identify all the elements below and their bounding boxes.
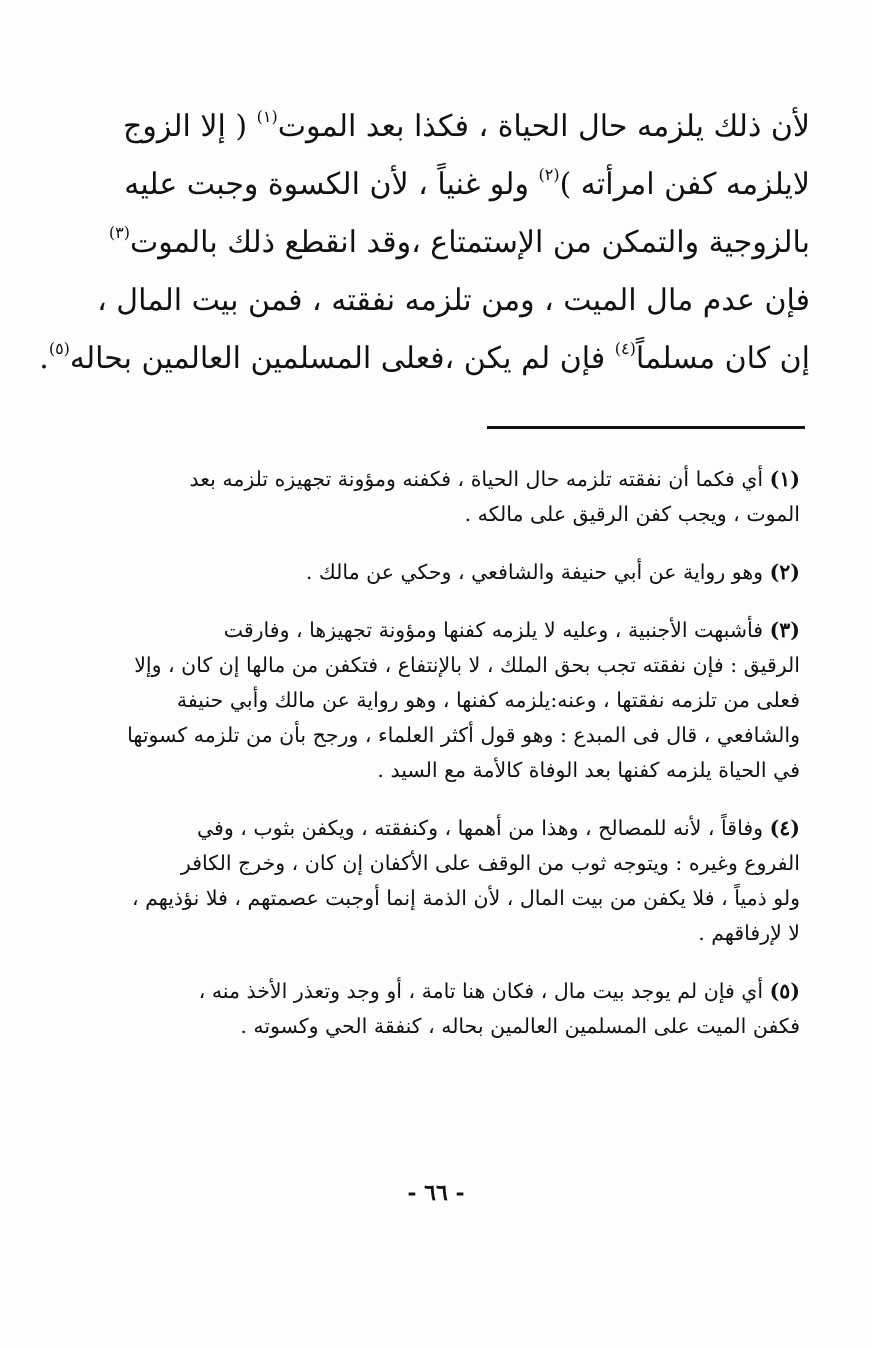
footnote-number: (٤)	[769, 816, 800, 840]
footnote-line	[72, 613, 800, 648]
footnote	[72, 811, 800, 951]
footnote	[72, 462, 800, 532]
main-line-text: إن كان مسلماً	[635, 341, 810, 376]
footnote-number: (٣)	[769, 618, 800, 642]
footnote-ref: (٣)	[108, 223, 130, 242]
footnote-separator	[487, 426, 805, 429]
footnote-line: الرقيق : فإن نفقته تجب بحق الملك ، لا بالإنتفاع ، فتكفن من مالها إن كان ، وإلا	[134, 653, 800, 677]
main-line	[72, 214, 810, 272]
footnote-line: والشافعي ، قال فى المبدع : وهو قول أكثر العلماء ، ورجح بأن من تلزمه كسوتها	[127, 723, 800, 747]
main-text	[39, 98, 810, 388]
footnote-line	[72, 811, 800, 846]
footnote-ref: (٢)	[538, 165, 560, 184]
footnote-line: في الحياة يلزمه كفنها بعد الوفاة كالأمة مع السيد .	[377, 758, 800, 782]
main-line	[72, 156, 810, 214]
main-line-text: لأن ذلك يلزمه حال الحياة ، فكذا بعد الموت	[277, 109, 810, 144]
footnote-text: وهو رواية عن أبي حنيفة والشافعي ، وحكي عن مالك .	[305, 560, 770, 584]
footnote-line: ولو ذمياً ، فلا يكفن من بيت المال ، لأن الذمة إنما أوجبت عصمتهم ، فلا نؤذيهم ،	[132, 886, 800, 910]
footnote-number: (١)	[769, 467, 800, 491]
footnote-text: فأشبهت الأجنبية ، وعليه لا يلزمه كفنها ومؤونة تجهيزها ، وفارقت	[223, 618, 770, 642]
footnote	[72, 974, 800, 1044]
footnotes	[72, 462, 800, 1067]
footnote	[72, 555, 800, 590]
footnote-number: (٢)	[769, 560, 800, 584]
main-line	[72, 98, 810, 156]
footnote-ref: (١)	[256, 107, 278, 126]
footnote-line: لا لإرفاقهم .	[698, 921, 800, 945]
footnote-text: أي فإن لم يوجد بيت مال ، فكان هنا تامة ، أو وجد وتعذر الأخذ منه ،	[198, 979, 770, 1003]
footnote-line: الفروع وغيره : ويتوجه ثوب من الوقف على الأكفان إن كان ، وخرج الكافر	[180, 851, 800, 875]
main-line-text: فإن عدم مال الميت ، ومن تلزمه نفقته ، فمن بيت المال ،	[97, 283, 810, 318]
main-line-tail: فإن لم يكن ،فعلى المسلمين العالمين بحاله	[69, 341, 615, 376]
footnote-line: الموت ، ويجب كفن الرقيق على مالكه .	[464, 502, 800, 526]
main-line-text: بالزوجية والتمكن من الإستمتاع ،وقد انقطع ذلك بالموت	[129, 225, 810, 260]
footnote-ref: (٥)	[48, 339, 70, 358]
footnote-number: (٥)	[769, 979, 800, 1003]
footnote-text: أي فكما أن نفقته تلزمه حال الحياة ، فكفنه ومؤونة تجهيزه تلزمه بعد	[189, 467, 770, 491]
main-line-tail: ( إلا الزوج	[123, 109, 257, 144]
footnote-line	[72, 462, 800, 497]
footnote-line: فعلى من تلزمه نفقتها ، وعنه:يلزمه كفنها ، وهو رواية عن مالك وأبي حنيفة	[176, 688, 800, 712]
footnote-line: فكفن الميت على المسلمين العالمين بحاله ، كنفقة الحي وكسوته .	[240, 1014, 800, 1038]
footnote-ref: (٤)	[614, 339, 636, 358]
main-line	[72, 272, 810, 330]
footnote	[72, 613, 800, 788]
main-line	[39, 330, 810, 388]
page-number: - ٦٦ -	[407, 1180, 465, 1206]
main-line-tail: ولو غنياً ، لأن الكسوة وجبت عليه	[124, 167, 539, 202]
main-line-text: لايلزمه كفن امرأته )	[559, 167, 810, 202]
footnote-line	[72, 974, 800, 1009]
footnote-text: وفاقاً ، لأنه للمصالح ، وهذا من أهمها ، وكنفقته ، ويكفن بثوب ، وفي	[196, 816, 770, 840]
main-line-tail: .	[39, 341, 49, 376]
footnote-line	[72, 555, 800, 590]
